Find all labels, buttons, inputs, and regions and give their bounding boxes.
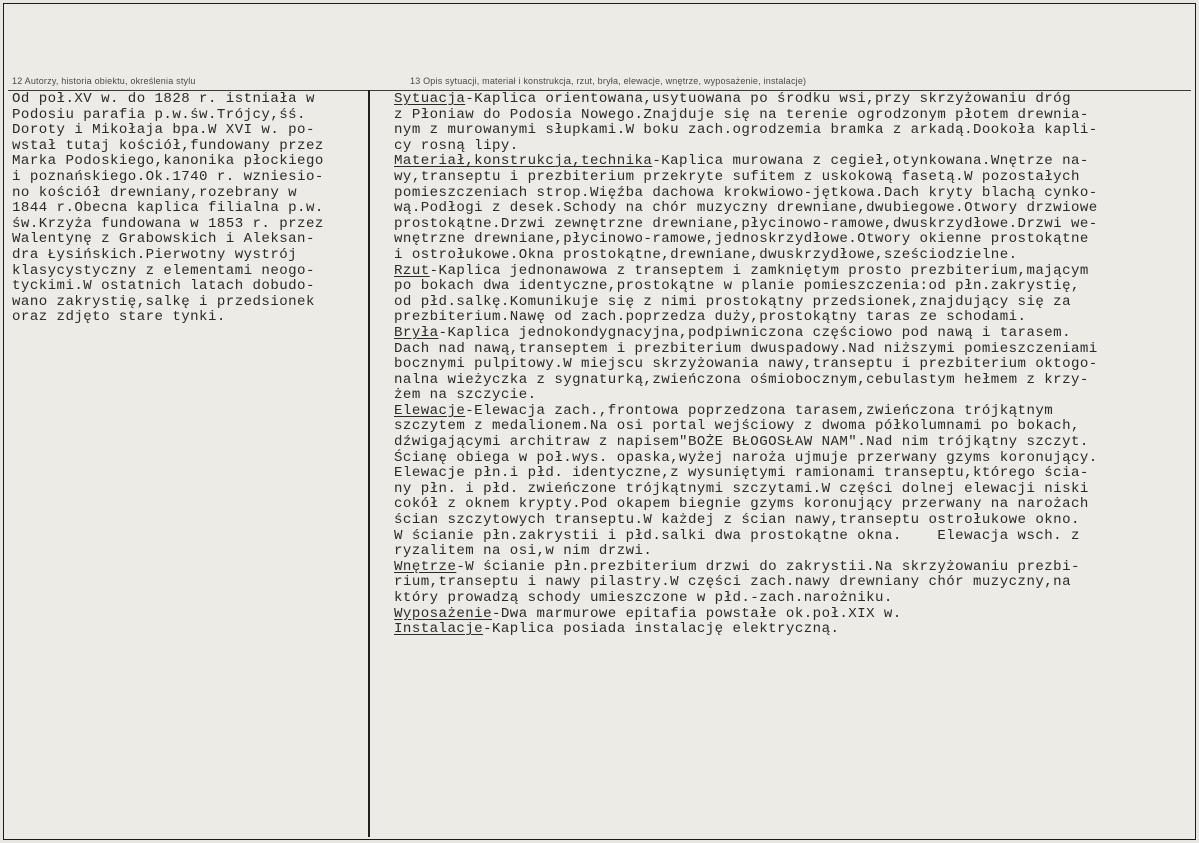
history-line: św.Krzyża fundowana w 1853 r. przez (12, 215, 324, 232)
line-text: po bokach dwa identyczne,prostokątne w planie pomieszczenia:od płn.zakrystię, (394, 278, 1080, 295)
description-line (394, 108, 1194, 124)
line-text: rium,transeptu i nawy pilastry.W części zach.nawy drewniany chór muzyczny,na (394, 574, 1071, 591)
line-text: cy rosną lipy. (394, 137, 519, 154)
description-line (394, 513, 1194, 529)
history-line: Od poł.XV w. do 1828 r. istniała w (12, 91, 315, 107)
line-text: -Kaplica jednokondygnacyjna,podpiwniczona częściowo pod nawą i tarasem. (438, 324, 1071, 341)
description-line (394, 279, 1194, 295)
description-line (394, 139, 1194, 155)
line-text: wą.Podłogi z desek.Schody na chór muzyczny drewniane,dwubiegowe.Otwory drzwiowe (394, 200, 1098, 217)
history-line: Doroty i Mikołaja bpa.W XVI w. po- (12, 122, 315, 139)
description-line (394, 560, 1194, 576)
description-line (394, 92, 1194, 108)
line-text: -Kaplica jednonawowa z transeptem i zamkniętym prosto prezbiterium,mającym (429, 262, 1089, 279)
history-text (12, 92, 362, 326)
history-line: dra Łysińskich.Pierwotny wystrój (12, 246, 298, 263)
line-text: wy,transeptu i prezbiterium przekryte sufitem z uskokową fasetą.W pozostałych (394, 168, 1080, 185)
column-divider (368, 90, 370, 837)
description-line (394, 451, 1194, 467)
line-text: nalna wieżyczka z sygnaturką,zwieńczona ośmiobocznym,cebulastym hełmem z krzy- (394, 371, 1089, 388)
description-line (394, 310, 1194, 326)
description-line (394, 622, 1194, 638)
section-heading: Wnętrze (394, 558, 457, 575)
line-text: i ostrołukowe.Okna prostokątne,drewniane,dwuskrzydłowe,sześciodzielne. (394, 246, 1018, 263)
line-text: -Kaplica posiada instalację elektryczną. (483, 621, 840, 638)
history-line: no kościół drewniany,rozebrany w (12, 184, 298, 201)
description-line (394, 201, 1194, 217)
description-line (394, 482, 1194, 498)
history-line: 1844 r.Obecna kaplica filialna p.w. (12, 200, 324, 217)
line-text: bocznymi pulpitowy.W miejscu skrzyżowania nawy,transeptu i prezbiterium oktogo- (394, 356, 1098, 373)
history-line: Marka Podoskiego,kanonika płockiego (12, 153, 324, 170)
line-text: W ścianie płn.zakrystii i płd.salki dwa prostokątne okna. Elewacja wsch. z (394, 527, 1080, 544)
line-text: wnętrzne drewniane,płycinowo-ramowe,jednoskrzydłowe.Otwory okienne prostokątne (394, 231, 1089, 248)
section-heading: Instalacje (394, 621, 484, 638)
description-text (394, 92, 1194, 638)
description-line (394, 466, 1194, 482)
line-text: -Kaplica orientowana,usytuowana po środku wsi,przy skrzyżowaniu dróg (465, 91, 1071, 107)
history-line: wstał tutaj kościół,fundowany przez (12, 137, 324, 154)
description-line (394, 591, 1194, 607)
description-line (394, 497, 1194, 513)
description-line (394, 326, 1194, 342)
section-heading: Sytuacja (394, 91, 466, 107)
line-text: dźwigającymi architraw z napisem"BOŻE BŁOGOSŁAW NAM".Nad nim trójkątny szczyt. (394, 434, 1089, 451)
line-text: nym z murowanymi słupkami.W boku zach.ogrodzemia bramka z arkadą.Dookoła kapli- (394, 122, 1098, 139)
history-line: Podosiu parafia p.w.św.Trójcy,śś. (12, 106, 306, 123)
history-line: wano zakrystię,salkę i przedsionek (12, 293, 315, 310)
section-heading: Materiał,konstrukcja,technika (394, 153, 653, 170)
description-line (394, 186, 1194, 202)
description-line (394, 170, 1194, 186)
line-text: pomieszczeniach strop.Więźba dachowa krokwiowo-jętkowa.Dach kryty blachą cynko- (394, 184, 1098, 201)
line-text: Dach nad nawą,transeptem i prezbiterium dwuspadowy.Nad niższymi pomieszczeniami (394, 340, 1098, 357)
line-text: ścian szczytowych transeptu.W każdej z ścian nawy,transeptu ostrołukowe okno. (394, 512, 1080, 529)
line-text: ryzalitem na osi,w nim drzwi. (394, 543, 653, 560)
description-line (394, 217, 1194, 233)
description-line (394, 544, 1194, 560)
description-line (394, 248, 1194, 264)
description-line (394, 435, 1194, 451)
description-line (394, 373, 1194, 389)
description-line (394, 607, 1194, 623)
line-text: Ścianę obiega w poł.wys. opaska,wyżej naroża ujmuje przerwany gzyms koronujący. (394, 449, 1098, 466)
line-text: ny płn. i płd. zwieńczone trójkątnymi szczytami.W części dolnej elewacji niski (394, 480, 1089, 497)
description-line (394, 123, 1194, 139)
left-column-header: 12 Autorzy, historia obiektu, określenia stylu (12, 76, 196, 86)
line-text: który prowadzą schody umieszczone w płd.-zach.narożniku. (394, 590, 893, 606)
line-text: -W ścianie płn.prezbiterium drzwi do zakrystii.Na skrzyżowaniu prezbi- (456, 558, 1080, 575)
line-text: Elewacje płn.i płd. identyczne,z wysuniętymi ramionami transeptu,którego ścia- (394, 465, 1089, 482)
section-heading: Elewacje (394, 402, 466, 419)
section-heading: Rzut (394, 262, 430, 279)
line-text: prostokątne.Drzwi zewnętrzne drewniane,płycinowo-ramowe,dwuskrzydłowe.Drzwi we- (394, 215, 1098, 232)
line-text: -Kaplica murowana z cegieł,otynkowana.Wnętrze na- (652, 153, 1089, 170)
line-text: -Dwa marmurowe epitafia powstałe ok.poł.XIX w. (491, 605, 902, 622)
description-line (394, 154, 1194, 170)
line-text: cokół z oknem krypty.Pod okapem biegnie gzyms koronujący przerwany na narożach (394, 496, 1089, 513)
line-text: szczytem z medalionem.Na osi portal wejściowy z dwoma półkolumnami po bokach, (394, 418, 1080, 435)
description-line (394, 295, 1194, 311)
description-line (394, 575, 1194, 591)
description-line (394, 388, 1194, 404)
line-text: -Elewacja zach.,frontowa poprzedzona tarasem,zwieńczona trójkątnym (465, 402, 1054, 419)
description-line (394, 419, 1194, 435)
description-line (394, 529, 1194, 545)
history-line: oraz zdjęto stare tynki. (12, 309, 226, 326)
section-heading: Wyposażenie (394, 605, 492, 622)
description-line (394, 232, 1194, 248)
history-line: Walentynę z Grabowskich i Aleksan- (12, 231, 315, 248)
line-text: od płd.salkę.Komunikuje się z nimi prostokątny przedsionek,znajdujący się za (394, 293, 1071, 310)
description-line (394, 404, 1194, 420)
line-text: żem na szczycie. (394, 387, 537, 404)
section-heading: Bryła (394, 324, 439, 341)
history-line: i poznańskiego.Ok.1740 r. wzniesio- (12, 168, 324, 185)
right-column-header: 13 Opis sytuacji, materiał i konstrukcja, rzut, bryła, elewacje, wnętrze, wyposażenie, instalacje) (410, 76, 807, 86)
description-line (394, 342, 1194, 358)
line-text: z Płoniaw do Podosia Nowego.Znajduje się na terenie ogrodzonym płotem drewnia- (394, 106, 1089, 123)
history-line: klasycystyczny z elementami neogo- (12, 262, 315, 279)
line-text: prezbiterium.Nawę od zach.poprzedza duży,prostokątny taras ze schodami. (394, 309, 1027, 326)
description-line (394, 264, 1194, 280)
description-line (394, 357, 1194, 373)
history-line: tyckimi.W ostatnich latach dobudo- (12, 278, 315, 295)
